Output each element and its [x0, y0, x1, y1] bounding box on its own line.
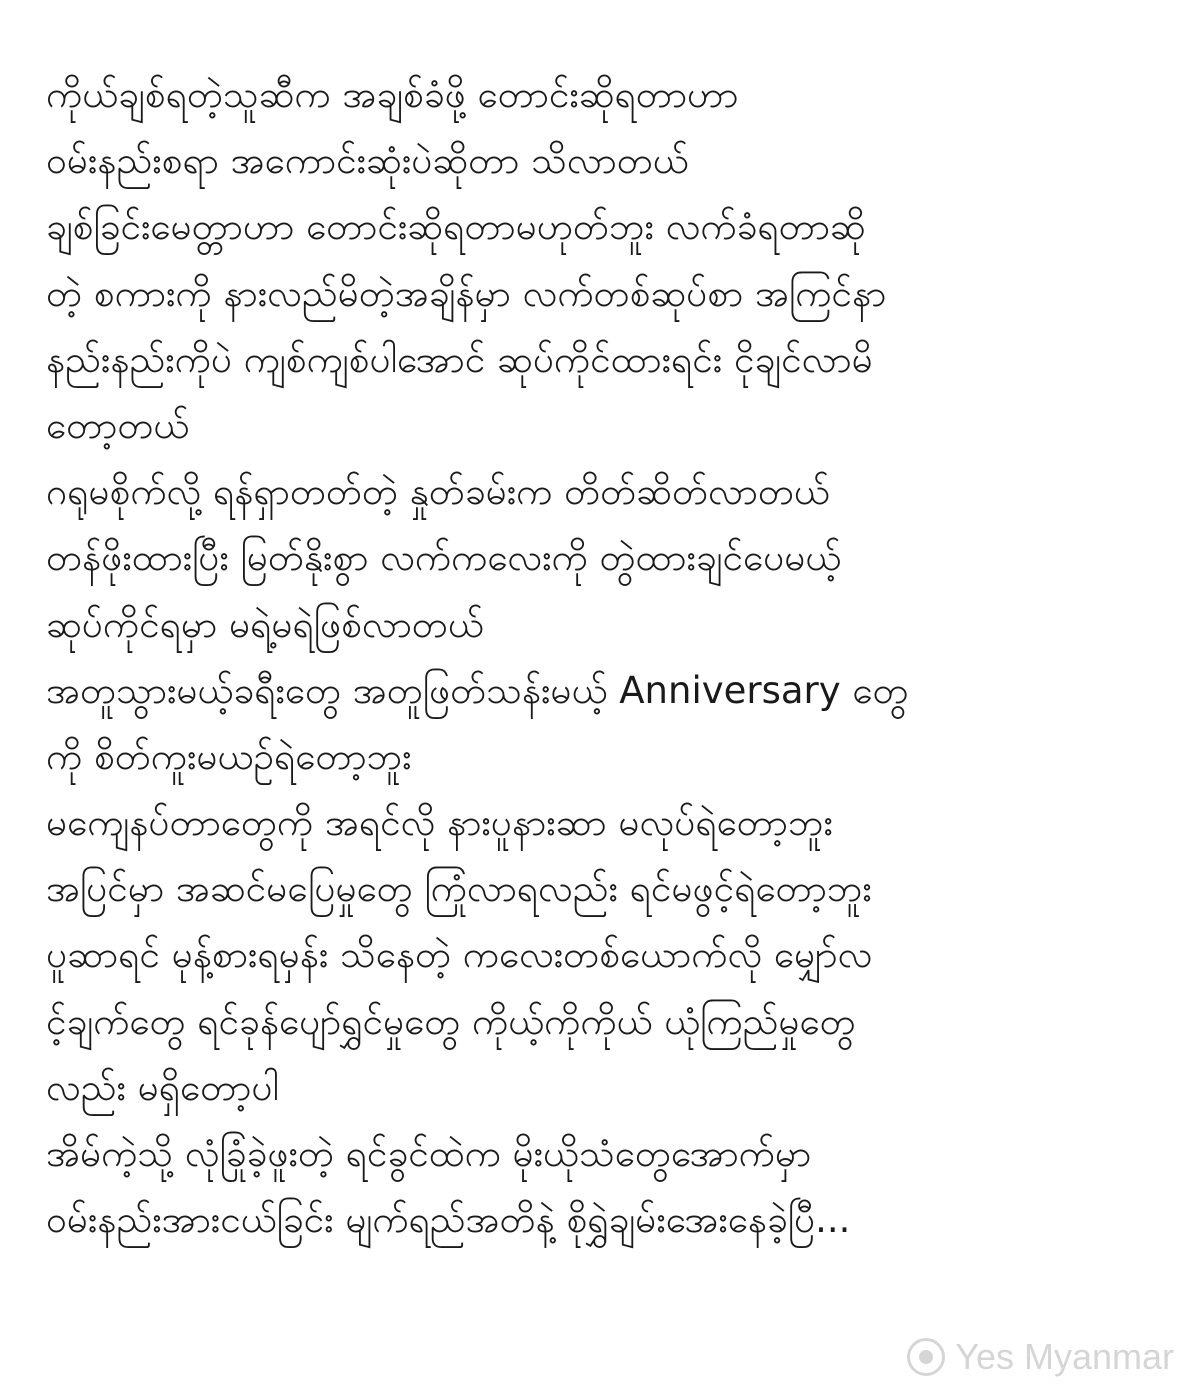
text-line: ဝမ်းနည်းစရာ အကောင်းဆုံးပဲဆိုတာ သိလာတယ်	[46, 139, 689, 183]
text-line: အိမ်ကဲ့သို့ လုံခြုံခဲ့ဖူးတဲ့ ရင်ခွင်ထဲက မိုးယိုသံတွေအောက်မှာ	[46, 1132, 812, 1175]
brand-logo-icon	[907, 1338, 945, 1376]
poem-text	[46, 62, 1166, 1253]
watermark-text: Yes Myanmar	[955, 1336, 1174, 1377]
text-line: လည်း မရှိတော့ပါ	[46, 1065, 279, 1109]
text-line: အပြင်မှာ အဆင်မပြေမှုတွေ ကြုံလာရလည်း ရင်မဖွင့်ရဲတော့ဘူး	[46, 867, 872, 911]
text-line: ကို စိတ်ကူးမယဉ်ရဲတော့ဘူး	[46, 734, 412, 778]
text-line: တဲ့ စကားကို နားလည်မိတဲ့အချိန်မှာ လက်တစ်ဆုပ်စာ အကြင်နာ	[46, 271, 887, 315]
text-line: တော့တယ်	[46, 403, 190, 447]
text-line: ပူဆာရင် မုန့်စားရမှန်း သိနေတဲ့ ကလေးတစ်ယောက်လို မျှော်လ	[46, 933, 873, 977]
text-line: ကိုယ်ချစ်ရတဲ့သူဆီက အချစ်ခံဖို့ တောင်းဆိုရတာဟာ	[46, 73, 739, 116]
watermark	[907, 1336, 1174, 1378]
text-line: ဂရုမစိုက်လို့ ရန်ရှာတတ်တဲ့ နှုတ်ခမ်းက တိတ်ဆိတ်လာတယ်	[46, 470, 830, 514]
text-line: နည်းနည်းကိုပဲ ကျစ်ကျစ်ပါအောင် ဆုပ်ကိုင်ထားရင်း ငိုချင်လာမိ	[46, 337, 873, 381]
text-line: တန်ဖိုးထားပြီး မြတ်နိုးစွာ လက်ကလေးကို တွဲထားချင်ပေမယ့်	[46, 536, 842, 580]
text-line: မကျေနပ်တာတွေကို အရင်လို နားပူနားဆာ မလုပ်ရဲတော့ဘူး	[46, 801, 833, 845]
text-line: ဝမ်းနည်းအားငယ်ခြင်း မျက်ရည်အတိနဲ့ စိုရွှဲချမ်းအေးနေခဲ့ပြီ...	[46, 1198, 851, 1242]
text-line: အတူသွားမယ့်ခရီးတွေ အတူဖြတ်သန်းမယ့် Anniversary တွေ	[46, 668, 909, 712]
text-line: ဆုပ်ကိုင်ရမှာ မရဲ့မရဲဖြစ်လာတယ်	[46, 602, 484, 646]
text-line: င့်ချက်တွေ ရင်ခုန်ပျော်ရွှင်မှုတွေ ကိုယ့်ကိုကိုယ် ယုံကြည်မှုတွေ	[46, 999, 856, 1043]
text-line: ချစ်ခြင်းမေတ္တာဟာ တောင်းဆိုရတာမဟုတ်ဘူး လက်ခံရတာဆို	[46, 205, 866, 249]
